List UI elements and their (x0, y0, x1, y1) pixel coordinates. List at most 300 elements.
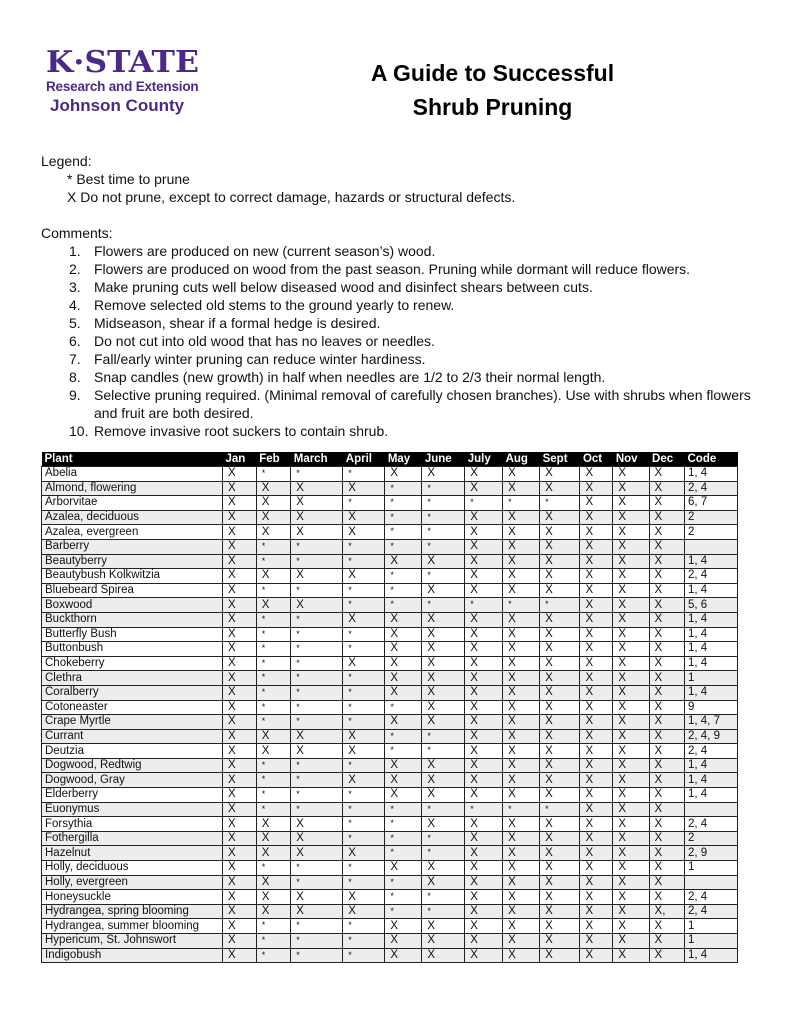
month-cell: * (291, 788, 343, 803)
month-cell: * (256, 919, 291, 934)
plant-name-cell: Cotoneaster (42, 700, 223, 715)
table-row (42, 583, 738, 598)
month-cell: X (503, 846, 540, 861)
table-row (42, 671, 738, 686)
month-cell: * (385, 729, 422, 744)
month-cell: X (540, 700, 580, 715)
comment-item (69, 386, 771, 422)
month-cell: * (422, 598, 465, 613)
pruning-table (41, 452, 738, 963)
month-cell: X (465, 948, 503, 963)
month-cell: X (223, 598, 257, 613)
month-cell: X (223, 467, 257, 482)
month-cell: X (223, 758, 257, 773)
comment-text: Remove invasive root suckers to contain shrub. (94, 423, 389, 439)
table-row (42, 773, 738, 788)
plant-name-cell: Clethra (42, 671, 223, 686)
code-cell: 1, 4, 7 (685, 715, 738, 730)
month-cell: X (223, 948, 257, 963)
month-cell: * (256, 467, 291, 482)
table-body (42, 467, 738, 963)
plant-name-cell: Barberry (42, 539, 223, 554)
month-cell: X (503, 934, 540, 949)
month-cell: * (385, 890, 422, 905)
month-cell: X (503, 919, 540, 934)
month-cell: X (649, 802, 684, 817)
month-cell: X (256, 496, 291, 511)
month-cell: X (465, 685, 503, 700)
month-cell: X (465, 612, 503, 627)
month-cell: X (422, 948, 465, 963)
month-cell: X (540, 890, 580, 905)
legend-item-best-time: * Best time to prune (67, 171, 190, 187)
month-cell: X (223, 744, 257, 759)
month-cell: X (385, 934, 422, 949)
month-cell: * (385, 481, 422, 496)
month-cell: * (343, 554, 385, 569)
month-cell: * (503, 496, 540, 511)
code-cell: 1, 4 (685, 583, 738, 598)
month-cell: X (503, 700, 540, 715)
month-cell: X (385, 773, 422, 788)
comment-number: 7. (69, 351, 81, 367)
month-cell: X (465, 729, 503, 744)
month-cell: * (343, 700, 385, 715)
month-cell: X (343, 729, 385, 744)
month-cell: * (291, 861, 343, 876)
month-cell: X (649, 510, 684, 525)
month-cell: X (649, 481, 684, 496)
month-cell: X (422, 583, 465, 598)
month-cell: * (422, 802, 465, 817)
month-cell: * (256, 642, 291, 657)
column-header-oct: Oct (580, 452, 613, 467)
month-cell: X (580, 729, 613, 744)
month-cell: * (343, 627, 385, 642)
table-row (42, 685, 738, 700)
logo-subtitle: Research and Extension (46, 79, 199, 94)
comment-item (69, 422, 771, 440)
month-cell: X (385, 656, 422, 671)
month-cell: X (256, 569, 291, 584)
month-cell: X (343, 525, 385, 540)
column-header-july: July (465, 452, 503, 467)
month-cell: X (465, 890, 503, 905)
code-cell: 1, 4 (685, 627, 738, 642)
code-cell: 2, 4, 9 (685, 729, 738, 744)
column-header-may: May (385, 452, 422, 467)
month-cell: * (256, 758, 291, 773)
month-cell: X (649, 554, 684, 569)
plant-name-cell: Boxwood (42, 598, 223, 613)
table-row (42, 525, 738, 540)
code-cell: 1, 4 (685, 554, 738, 569)
month-cell: * (256, 554, 291, 569)
comment-text: Remove selected old stems to the ground yearly to renew. (94, 297, 455, 313)
month-cell: X (465, 817, 503, 832)
table-row (42, 904, 738, 919)
month-cell: X (649, 685, 684, 700)
month-cell: X (540, 569, 580, 584)
month-cell: X (649, 758, 684, 773)
month-cell: X (422, 861, 465, 876)
month-cell: X (503, 627, 540, 642)
month-cell: * (291, 919, 343, 934)
month-cell: X (649, 656, 684, 671)
code-cell: 2, 4 (685, 569, 738, 584)
month-cell: X (649, 861, 684, 876)
code-cell: 2 (685, 525, 738, 540)
table-row (42, 510, 738, 525)
month-cell: X (256, 831, 291, 846)
month-cell: X (422, 642, 465, 657)
month-cell: X (223, 817, 257, 832)
month-cell: * (343, 496, 385, 511)
column-header-nov: Nov (613, 452, 649, 467)
month-cell: X (580, 612, 613, 627)
month-cell: X (540, 948, 580, 963)
month-cell: * (503, 802, 540, 817)
month-cell: X (291, 904, 343, 919)
table-row (42, 729, 738, 744)
month-cell: X (223, 904, 257, 919)
month-cell: X (291, 510, 343, 525)
plant-name-cell: Buttonbush (42, 642, 223, 657)
month-cell: X (580, 934, 613, 949)
legend-heading: Legend: (41, 153, 92, 169)
plant-name-cell: Azalea, evergreen (42, 525, 223, 540)
month-cell: * (422, 510, 465, 525)
month-cell: X (503, 671, 540, 686)
month-cell: X (649, 846, 684, 861)
month-cell: X (385, 627, 422, 642)
month-cell: X (580, 773, 613, 788)
month-cell: * (256, 700, 291, 715)
month-cell: X (223, 656, 257, 671)
table-row (42, 612, 738, 627)
plant-name-cell: Beautyberry (42, 554, 223, 569)
plant-name-cell: Deutzia (42, 744, 223, 759)
month-cell: X (503, 875, 540, 890)
month-cell: * (256, 627, 291, 642)
comment-number: 6. (69, 333, 81, 349)
month-cell: X (256, 875, 291, 890)
month-cell: X (613, 802, 649, 817)
month-cell: X (422, 554, 465, 569)
table-row (42, 496, 738, 511)
table-row (42, 539, 738, 554)
month-cell: X (540, 846, 580, 861)
comment-text: Flowers are produced on wood from the past season. Pruning while dormant will reduce flowers. (94, 261, 691, 277)
table-row (42, 890, 738, 905)
month-cell: X (291, 890, 343, 905)
month-cell: X (613, 846, 649, 861)
month-cell: X (649, 744, 684, 759)
month-cell: X (503, 554, 540, 569)
month-cell: X (540, 904, 580, 919)
month-cell: X (613, 948, 649, 963)
month-cell: * (256, 671, 291, 686)
month-cell: X (503, 773, 540, 788)
month-cell: X (580, 642, 613, 657)
month-cell: * (256, 773, 291, 788)
month-cell: X (540, 510, 580, 525)
month-cell: X (580, 890, 613, 905)
month-cell: X (465, 875, 503, 890)
month-cell: X (580, 685, 613, 700)
month-cell: X (613, 788, 649, 803)
month-cell: X (465, 467, 503, 482)
month-cell: X (503, 715, 540, 730)
month-cell: X (422, 700, 465, 715)
code-cell: 2 (685, 831, 738, 846)
month-cell: X (503, 729, 540, 744)
month-cell: X (465, 934, 503, 949)
comment-item (69, 260, 771, 278)
month-cell: * (256, 861, 291, 876)
table-row (42, 467, 738, 482)
month-cell: X (540, 773, 580, 788)
month-cell: X (613, 904, 649, 919)
comment-number: 10. (69, 423, 89, 439)
month-cell: X (422, 612, 465, 627)
comment-item (69, 350, 771, 368)
month-cell: X (649, 934, 684, 949)
month-cell: X (580, 467, 613, 482)
code-cell: 1, 4 (685, 685, 738, 700)
month-cell: X (649, 598, 684, 613)
plant-name-cell: Crape Myrtle (42, 715, 223, 730)
month-cell: * (422, 846, 465, 861)
month-cell: * (291, 642, 343, 657)
month-cell: * (343, 948, 385, 963)
table-row (42, 788, 738, 803)
month-cell: X (223, 496, 257, 511)
month-cell: X (649, 627, 684, 642)
month-cell: X, (649, 904, 684, 919)
legend (41, 152, 515, 206)
code-cell (685, 875, 738, 890)
month-cell: X (540, 861, 580, 876)
plant-name-cell: Bluebeard Spirea (42, 583, 223, 598)
comment-item (69, 296, 771, 314)
month-cell: X (223, 554, 257, 569)
table-row (42, 744, 738, 759)
month-cell: X (223, 715, 257, 730)
code-cell: 1 (685, 934, 738, 949)
month-cell: X (291, 846, 343, 861)
comments-heading: Comments: (41, 225, 113, 241)
month-cell: X (465, 788, 503, 803)
table-row (42, 715, 738, 730)
month-cell: X (385, 861, 422, 876)
month-cell: * (465, 802, 503, 817)
column-header-june: June (422, 452, 465, 467)
month-cell: X (422, 919, 465, 934)
month-cell: X (580, 525, 613, 540)
month-cell: X (503, 831, 540, 846)
month-cell: X (465, 773, 503, 788)
plant-name-cell: Coralberry (42, 685, 223, 700)
month-cell: X (580, 554, 613, 569)
comment-text: Fall/early winter pruning can reduce winter hardiness. (94, 351, 426, 367)
month-cell: X (256, 481, 291, 496)
title-line-1: A Guide to Successful (370, 60, 615, 86)
code-cell: 2, 4 (685, 744, 738, 759)
month-cell: X (613, 525, 649, 540)
month-cell: X (422, 715, 465, 730)
table-row (42, 831, 738, 846)
month-cell: X (343, 744, 385, 759)
month-cell: X (540, 744, 580, 759)
month-cell: * (343, 831, 385, 846)
month-cell: X (422, 671, 465, 686)
month-cell: X (503, 744, 540, 759)
month-cell: X (256, 890, 291, 905)
table-row (42, 627, 738, 642)
month-cell: X (385, 715, 422, 730)
month-cell: X (580, 496, 613, 511)
month-cell: * (422, 904, 465, 919)
table-row (42, 948, 738, 963)
month-cell: X (580, 875, 613, 890)
code-cell: 1 (685, 861, 738, 876)
column-header-march: March (291, 452, 343, 467)
month-cell: X (465, 715, 503, 730)
month-cell: X (223, 846, 257, 861)
column-header-aug: Aug (503, 452, 540, 467)
month-cell: X (223, 875, 257, 890)
month-cell: X (540, 539, 580, 554)
month-cell: X (613, 467, 649, 482)
month-cell: * (343, 598, 385, 613)
month-cell: X (291, 481, 343, 496)
month-cell: * (540, 802, 580, 817)
comments-list (41, 242, 771, 440)
month-cell: * (291, 700, 343, 715)
month-cell: * (503, 598, 540, 613)
code-cell: 1, 4 (685, 788, 738, 803)
month-cell: X (503, 788, 540, 803)
month-cell: * (422, 496, 465, 511)
month-cell: * (422, 481, 465, 496)
plant-name-cell: Hydrangea, summer blooming (42, 919, 223, 934)
month-cell: * (256, 948, 291, 963)
month-cell: X (223, 773, 257, 788)
month-cell: X (613, 656, 649, 671)
month-cell: X (649, 642, 684, 657)
comment-number: 1. (69, 243, 81, 259)
month-cell: X (580, 846, 613, 861)
month-cell: X (223, 510, 257, 525)
comment-text: Flowers are produced on new (current season’s) wood. (94, 243, 436, 259)
code-cell: 5, 6 (685, 598, 738, 613)
month-cell: X (343, 510, 385, 525)
table-row (42, 875, 738, 890)
table-row (42, 598, 738, 613)
comment-item (69, 242, 771, 260)
month-cell: * (343, 861, 385, 876)
month-cell: * (291, 467, 343, 482)
month-cell: X (223, 831, 257, 846)
month-cell: * (385, 904, 422, 919)
month-cell: X (649, 467, 684, 482)
month-cell: * (540, 598, 580, 613)
month-cell: X (503, 539, 540, 554)
month-cell: X (613, 510, 649, 525)
month-cell: X (540, 919, 580, 934)
month-cell: X (613, 715, 649, 730)
month-cell: X (465, 919, 503, 934)
month-cell: * (385, 875, 422, 890)
month-cell: X (291, 496, 343, 511)
month-cell: X (540, 671, 580, 686)
plant-name-cell: Elderberry (42, 788, 223, 803)
legend-item-do-not-prune: X Do not prune, except to correct damage, hazards or structural defects. (67, 189, 516, 205)
month-cell: X (223, 861, 257, 876)
month-cell: X (503, 861, 540, 876)
code-cell: 1 (685, 919, 738, 934)
month-cell: X (649, 817, 684, 832)
table-row (42, 656, 738, 671)
month-cell: X (503, 525, 540, 540)
month-cell: X (256, 904, 291, 919)
month-cell: X (580, 598, 613, 613)
month-cell: X (256, 729, 291, 744)
month-cell: X (503, 642, 540, 657)
table-row (42, 802, 738, 817)
comment-item (69, 368, 771, 386)
month-cell: X (422, 934, 465, 949)
month-cell: X (580, 569, 613, 584)
month-cell: * (256, 656, 291, 671)
logo-brand: K·STATE (46, 45, 199, 80)
table-row (42, 642, 738, 657)
month-cell: X (649, 569, 684, 584)
month-cell: X (503, 481, 540, 496)
comment-text: Snap candles (new growth) in half when needles are 1/2 to 2/3 their normal length. (94, 369, 606, 385)
comment-text: Selective pruning required. (Minimal removal of carefully chosen branches). Use with shrubs when flowers and fruit are both desired. (94, 387, 751, 421)
month-cell: X (649, 875, 684, 890)
month-cell: X (540, 715, 580, 730)
month-cell: X (613, 539, 649, 554)
month-cell: X (223, 919, 257, 934)
table-row (42, 919, 738, 934)
month-cell: X (540, 788, 580, 803)
month-cell: X (223, 481, 257, 496)
month-cell: X (465, 744, 503, 759)
column-header-plant: Plant (42, 452, 223, 467)
month-cell: X (465, 569, 503, 584)
month-cell: X (465, 481, 503, 496)
column-header-jan: Jan (223, 452, 257, 467)
month-cell: X (649, 788, 684, 803)
month-cell: X (540, 627, 580, 642)
month-cell: X (649, 948, 684, 963)
month-cell: * (256, 802, 291, 817)
month-cell: X (540, 656, 580, 671)
month-cell: X (385, 671, 422, 686)
month-cell: * (343, 715, 385, 730)
month-cell: * (256, 612, 291, 627)
plant-name-cell: Almond, flowering (42, 481, 223, 496)
code-cell (685, 539, 738, 554)
month-cell: X (503, 890, 540, 905)
month-cell: * (291, 802, 343, 817)
month-cell: * (385, 510, 422, 525)
month-cell: X (613, 612, 649, 627)
month-cell: * (343, 875, 385, 890)
